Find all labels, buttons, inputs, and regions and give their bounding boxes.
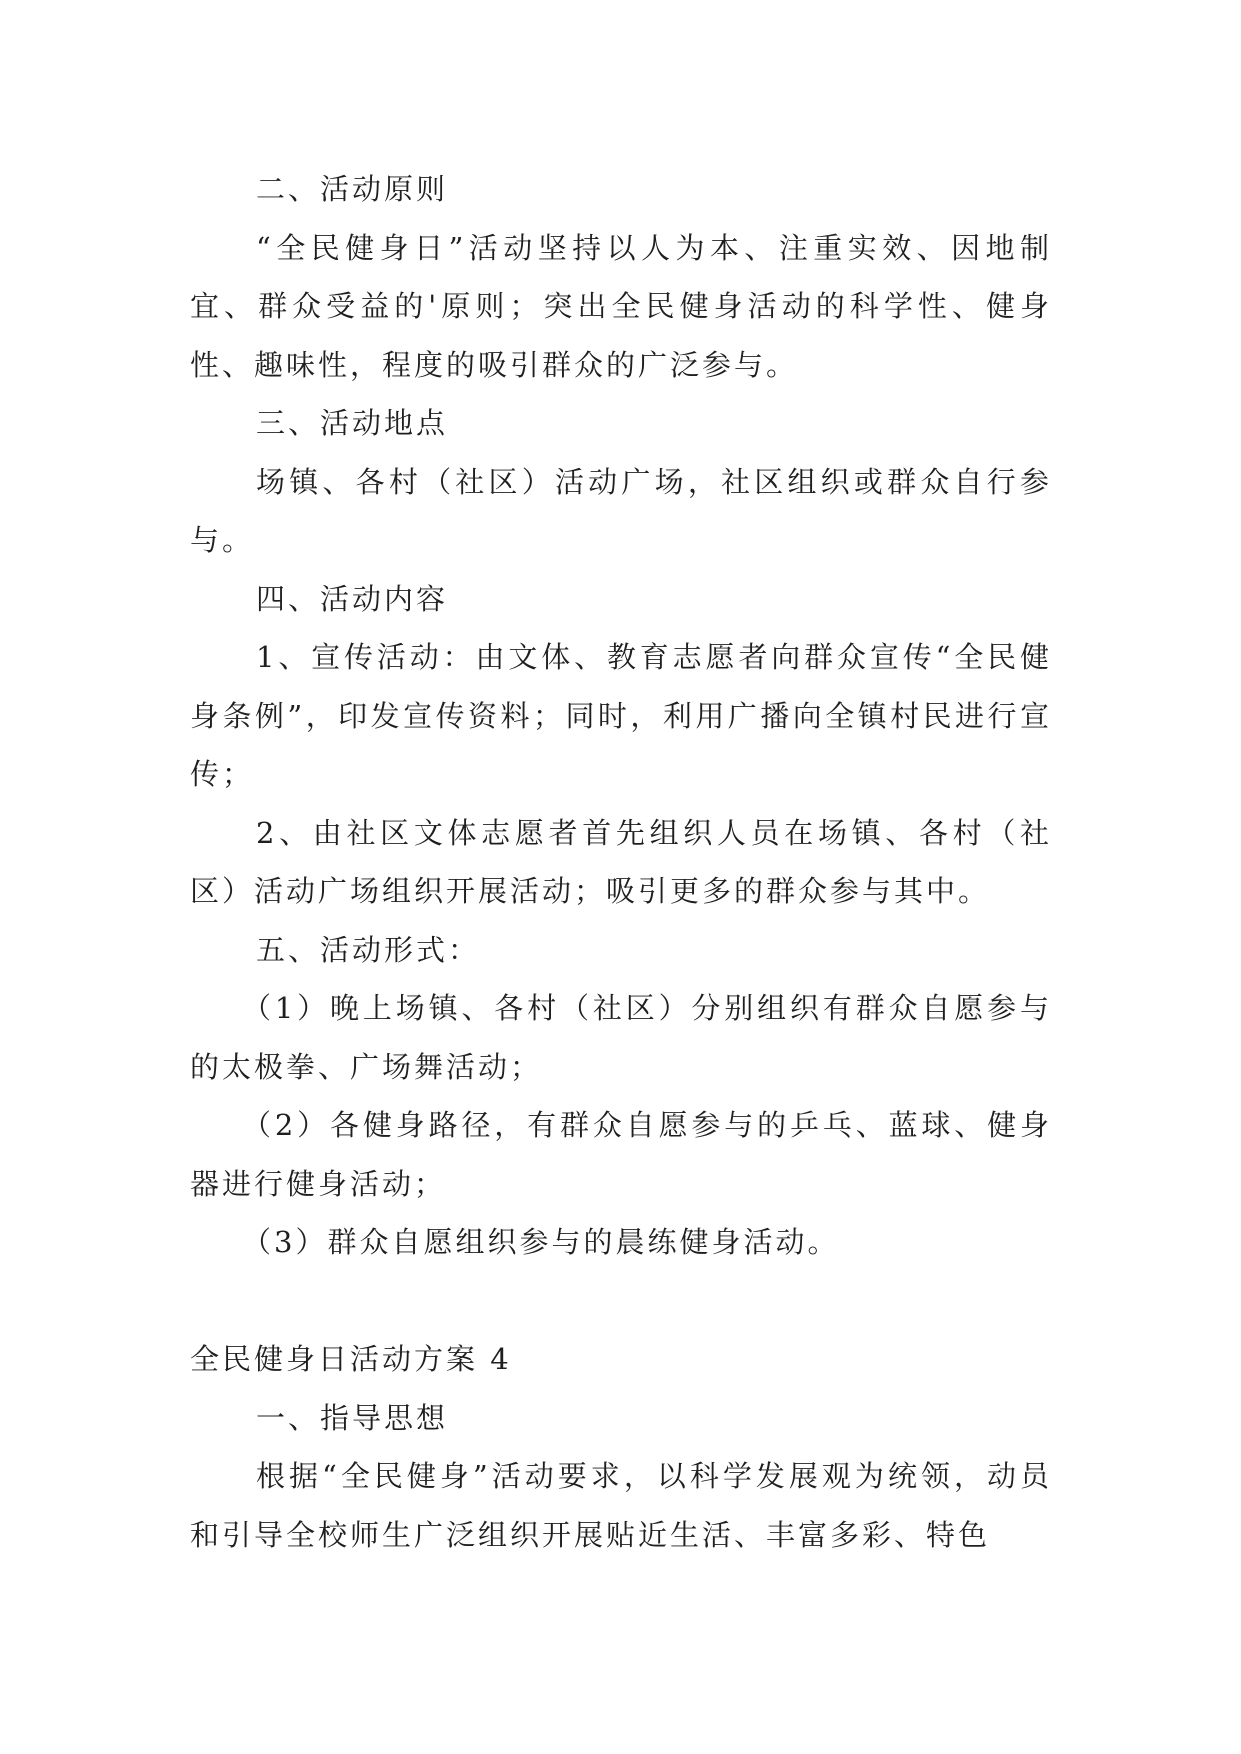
document-title-plan-4: 全民健身日活动方案 4 bbox=[190, 1342, 512, 1376]
list-item-publicity: 1、宣传活动：由文体、教育志愿者向群众宣传“全民健身条例”，印发宣传资料；同时，利用广播向全镇村民进行宣传； bbox=[190, 640, 1052, 791]
paragraph-location: 场镇、各村（社区）活动广场，社区组织或群众自行参与。 bbox=[190, 464, 1052, 557]
section-heading-principles: 二、活动原则 bbox=[256, 172, 449, 206]
paragraph-principles: “全民健身日”活动坚持以人为本、注重实效、因地制宜、群众受益的'原则；突出全民健身活动的科学性、健身性、趣味性，程度的吸引群众的广泛参与。 bbox=[190, 230, 1052, 382]
document-body bbox=[190, 160, 1052, 1564]
form-item-3: （3）群众自愿组织参与的晨练健身活动。 bbox=[242, 1225, 840, 1259]
section-heading-guiding-ideology: 一、指导思想 bbox=[256, 1400, 449, 1435]
paragraph-guiding-ideology: 根据“全民健身”活动要求，以科学发展观为统领，动员和引导全校师生广泛组织开展贴近生活、丰富多彩、特色 bbox=[190, 1459, 1052, 1552]
section-heading-content: 四、活动内容 bbox=[256, 581, 449, 616]
blank-line bbox=[190, 1272, 1052, 1331]
section-heading-location: 三、活动地点 bbox=[256, 406, 449, 440]
section-heading-forms: 五、活动形式： bbox=[256, 932, 481, 967]
form-item-2: （2）各健身路径，有群众自愿参与的乒乓、蓝球、健身器进行健身活动； bbox=[190, 1108, 1052, 1201]
list-item-organize: 2、由社区文体志愿者首先组织人员在场镇、各村（社区）活动广场组织开展活动；吸引更多的群众参与其中。 bbox=[190, 815, 1052, 908]
form-item-1: （1）晚上场镇、各村（社区）分别组织有群众自愿参与的太极拳、广场舞活动； bbox=[190, 991, 1052, 1084]
